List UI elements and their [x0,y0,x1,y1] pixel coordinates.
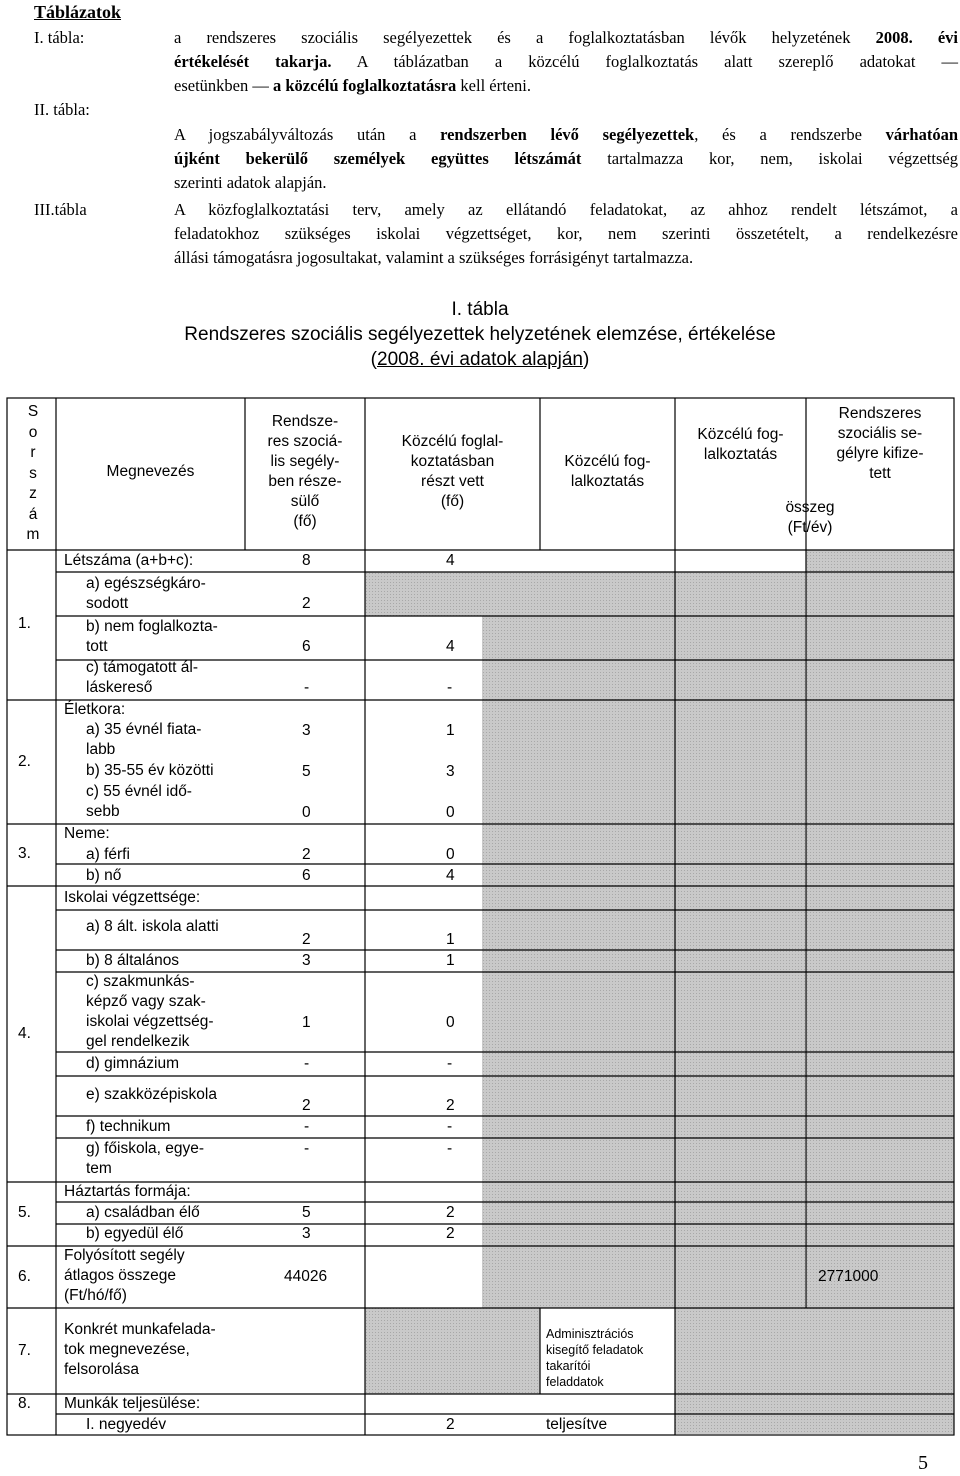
row-label-csaladban: a) családban élő [86,1204,200,1221]
row-label-folyositott: Folyósított segély átlagos összege (Ft/hó/fő) [64,1247,185,1304]
cell-value: 2 [446,1416,455,1433]
row-label-nem-foglalkoztatott: b) nem foglalkozta- tott [86,618,218,655]
cell-value: - [304,1055,310,1072]
cell-value: 5 [302,763,311,780]
table3-label: III.tábla [34,200,87,219]
cell-value: 3 [446,763,455,780]
row-label-letszam: Létszáma (a+b+c): [64,552,194,569]
table1-label: I. tábla: [34,28,85,47]
header-osszeg: összeg (Ft/év) [785,499,835,536]
cell-value-feladatok: Adminisztrációs kisegítő feladatok takarítói feladdatok [546,1327,644,1389]
table1-description: a rendszeres szociális segélyezettek és a foglalkoztatásban lévők helyzetének 2008. évi értékelését takarja. A táblázatban a közcélú foglalkoztatás alatt szereplő adatokat — esetünkben — a közcélú foglalkoztatásra kell érteni. [174,28,958,95]
row-label-8-alatt: a) 8 ált. iskola alatti [86,918,219,935]
table-title: I. tábla Rendszeres szociális segélyezettek helyzetének elemzése, értékelése (2008. évi adatok alapján) [184,299,776,370]
cell-value: 2 [302,595,311,612]
cell-value: 3 [302,952,311,969]
cell-value: 2 [446,1225,455,1242]
row-label-konkret: Konkrét munkafelada- tok megnevezése, felsorolása [64,1321,216,1378]
row-number: 4. [18,1025,31,1042]
header-kozcelu-reszt-vett: Közcélú foglal- koztatásban részt vett (fő) [401,433,504,510]
row-label-szakkozep: e) szakközépiskola [86,1086,217,1103]
row-label-foiskola: g) főiskola, egye- tem [86,1140,205,1177]
row-number: 1. [18,615,31,632]
table2-description: A jogszabályváltozás után a rendszerben lévő segélyezettek, és a rendszerbe várhatóan újként bekerülő személyek együttes létszámát tartalmazza kor, nem, iskolai végzettség szerinti adatok alapján. [174,125,959,192]
cell-value: 2771000 [818,1268,879,1285]
cell-value: - [447,1140,453,1157]
page-number: 5 [918,1452,928,1474]
cell-value: 0 [446,1014,455,1031]
row-number: 2. [18,753,31,770]
cell-value: 3 [302,722,311,739]
table3-description: A közfoglalkoztatási terv, amely az ellátandó feladatokat, az ahhoz rendelt létszámot, a feladatokhoz szükséges iskolai végzettséget, kor, nem szerinti összetételt, a rendelkezésre állási támogatásra jogosultakat, valamint a szükséges forrásigényt tartalmazza. [174,200,958,267]
row-label-no: b) nő [86,867,122,884]
row-label-munkak: Munkák teljesülése: [64,1395,201,1412]
cell-value: 4 [446,552,455,569]
header-kozcelu-foglalkoztatas-2: Közcélú fog- lalkoztatás [697,426,784,463]
row-label-negyedev: I. negyedév [86,1416,167,1433]
row-number: 7. [18,1342,31,1359]
row-label-iskolai: Iskolai végzettsége: [64,889,201,906]
cell-value: 8 [302,552,311,569]
row-number: 6. [18,1268,31,1285]
cell-value: teljesítve [546,1416,608,1433]
row-label-szakmunkas: c) szakmunkás- képző vagy szak- iskolai végzettség- gel rendelkezik [86,973,214,1050]
header-kozcelu-foglalkoztatas: Közcélú fog- lalkoztatás [564,453,651,490]
cell-value: 44026 [284,1268,328,1285]
cell-value: 6 [302,638,311,655]
cell-value: - [304,1118,310,1135]
cell-value: 0 [446,846,455,863]
cell-value: 2 [446,1204,455,1221]
cell-value: 4 [446,867,455,884]
cell-value: 0 [302,804,311,821]
table2-label: II. tábla: [34,100,90,119]
cell-value: - [304,1140,310,1157]
header-rendszeres-segelyben: Rendsze- res szociá- lis segély- ben része- sülő (fő) [267,413,343,530]
row-label-55-felett: c) 55 évnél idő- sebb [86,783,192,820]
header-megnevezes: Megnevezés [106,463,195,480]
row-number: 5. [18,1204,31,1221]
row-label-egyedul: b) egyedül élő [86,1225,184,1242]
row-label-eletkor: Életkora: [64,701,126,718]
cell-value: 1 [446,931,455,948]
cell-value: 2 [302,846,311,863]
cell-value: - [447,1118,453,1135]
row-label-gimnazium: d) gimnázium [86,1055,180,1072]
row-label-ferfi: a) férfi [86,846,130,863]
row-label-35-alatt: a) 35 évnél fiata- labb [86,721,202,758]
cell-value: 4 [446,638,455,655]
row-number: 3. [18,845,31,862]
header-sorszam: S o r s z á m [26,403,40,543]
row-label-haztartas: Háztartás formája: [64,1183,191,1200]
cell-value: 0 [446,804,455,821]
cell-value: 2 [302,931,311,948]
row-label-neme: Neme: [64,825,110,842]
cell-value: 1 [302,1014,311,1031]
cell-value: 2 [446,1097,455,1114]
cell-value: 2 [302,1097,311,1114]
header-kifizetett: Rendszeres szociális se- gélyre kifize- tett [836,405,924,482]
cell-value: - [304,679,310,696]
cell-value: 1 [446,952,455,969]
cell-value: 3 [302,1225,311,1242]
cell-value: 1 [446,722,455,739]
cell-value: - [447,1055,453,1072]
page-heading: Táblázatok [34,2,122,22]
row-label-35-55: b) 35-55 év közötti [86,762,214,779]
cell-value: 6 [302,867,311,884]
row-label-technikum: f) technikum [86,1118,171,1135]
row-label-8-altalanos: b) 8 általános [86,952,180,969]
cell-value: - [447,679,453,696]
row-label-egeszsegkarosodott: a) egészségkáro- sodott [86,575,206,612]
row-number: 8. [18,1395,31,1412]
row-label-tamogatott: c) támogatott ál- láskereső [86,659,198,696]
cell-value: 5 [302,1204,311,1221]
